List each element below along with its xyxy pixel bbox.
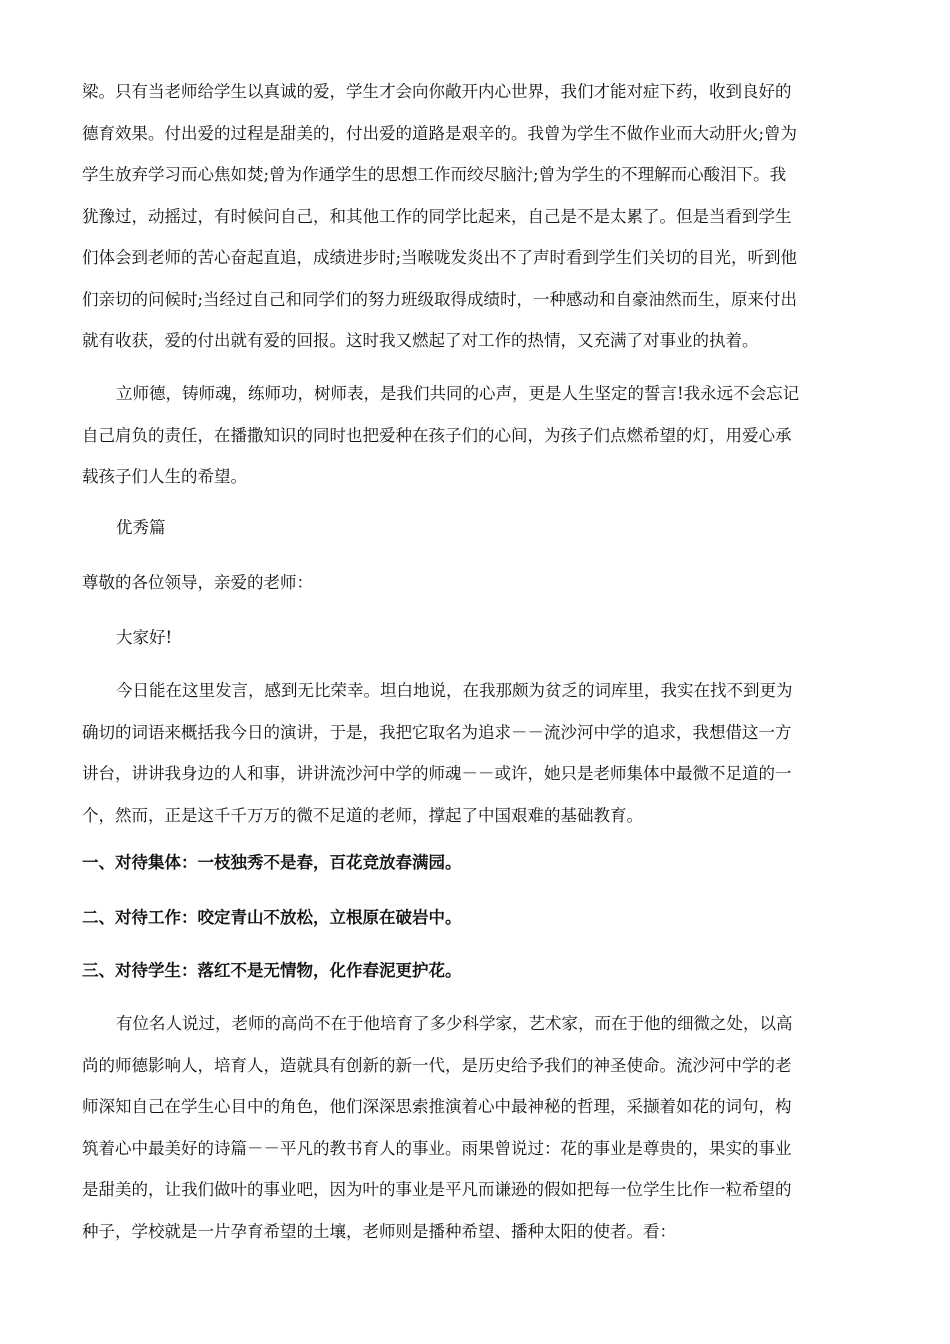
text-line: 立师德，铸师魂，练师功，树师表，是我们共同的心声，更是人生坚定的誓言!我永远不会忘记 <box>116 384 800 403</box>
text-line: 就有收获，爱的付出就有爱的回报。这时我又燃起了对工作的热情，又充满了对事业的执着。 <box>82 331 759 350</box>
text-line: 犹豫过，动摇过，有时候问自己，和其他工作的同学比起来，自己是不是太累了。但是当看到学生 <box>82 206 792 226</box>
paragraph-noble-teachers <box>82 1003 868 1252</box>
heading-work <box>82 897 868 939</box>
heading-text: 二、对待工作：咬定青山不放松，立根原在破岩中。 <box>82 908 462 927</box>
salutation-text: 尊敬的各位领导，亲爱的老师： <box>82 573 313 592</box>
heading-text: 三、对待学生：落红不是无情物，化作春泥更护花。 <box>82 961 462 980</box>
text-line: 德育效果。付出爱的过程是甜美的，付出爱的道路是艰辛的。我曾为学生不做作业而大动肝火;曾为 <box>82 123 798 143</box>
text-line: 讲台，讲讲我身边的人和事，讲讲流沙河中学的师魂－－或许，她只是老师集体中最微不足道的一 <box>82 764 792 783</box>
text-line: 师深知自己在学生心目中的角色，他们深深思索推演着心中最神秘的哲理，采撷着如花的词句，构 <box>82 1097 792 1116</box>
text-line: 们体会到老师的苦心奋起直追，成绩进步时;当喉咙发炎出不了声时看到学生们关切的目光，听到他 <box>82 248 798 267</box>
section-title-text: 优秀篇 <box>116 518 166 537</box>
greeting-text: 大家好! <box>116 628 173 647</box>
paragraph-introduction <box>82 670 868 836</box>
text-line: 筑着心中最美好的诗篇－－平凡的教书育人的事业。雨果曾说过：花的事业是尊贵的，果实的事业 <box>82 1138 792 1158</box>
section-title <box>116 507 902 549</box>
text-line: 尚的师德影响人，培育人，造就具有创新的新一代，是历史给予我们的神圣使命。流沙河中学的老 <box>82 1055 792 1075</box>
text-line: 载孩子们人生的希望。 <box>82 467 247 486</box>
heading-text: 一、对待集体：一枝独秀不是春，百花竞放春满园。 <box>82 853 462 872</box>
text-line: 自己肩负的责任，在播撒知识的同时也把爱种在孩子们的心间，为孩子们点燃希望的灯，用爱心承 <box>82 425 792 445</box>
paragraph-teacher-oath <box>82 373 868 498</box>
text-line: 是甜美的，让我们做叶的事业吧，因为叶的事业是平凡而谦逊的假如把每一位学生比作一粒希望的 <box>82 1180 792 1199</box>
text-line: 们亲切的问候时;当经过自己和同学们的努力班级取得成绩时，一种感动和自豪油然而生，原来付出 <box>82 289 798 309</box>
greeting <box>116 617 902 659</box>
text-line: 个，然而，正是这千千万万的微不足道的老师，撑起了中国艰难的基础教育。 <box>82 805 643 825</box>
heading-collective <box>82 842 868 884</box>
salutation <box>82 562 868 604</box>
text-line: 梁。只有当老师给学生以真诚的爱，学生才会向你敞开内心世界，我们才能对症下药，收到良好的 <box>82 82 792 101</box>
paragraph-love-effort <box>82 71 868 362</box>
heading-students <box>82 950 868 992</box>
text-line: 今日能在这里发言，感到无比荣幸。坦白地说，在我那颇为贫乏的词库里，我实在找不到更为 <box>116 681 793 700</box>
text-line: 种子，学校就是一片孕育希望的土壤，老师则是播种希望、播种太阳的使者。看： <box>82 1221 676 1241</box>
text-line: 学生放弃学习而心焦如焚;曾为作通学生的思想工作而绞尽脑汁;曾为学生的不理解而心酸泪下。我 <box>82 165 787 184</box>
text-line: 有位名人说过，老师的高尚不在于他培育了多少科学家，艺术家，而在于他的细微之处，以高 <box>116 1014 793 1033</box>
text-line: 确切的词语来概括我今日的演讲，于是，我把它取名为追求－－流沙河中学的追求，我想借这一方 <box>82 722 792 742</box>
